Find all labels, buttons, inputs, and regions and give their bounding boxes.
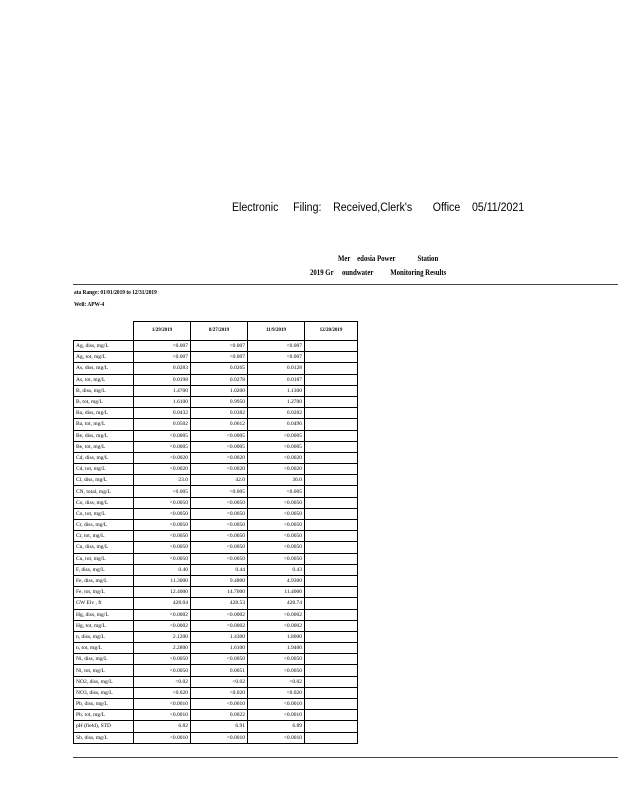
value-cell: 11.3000 — [134, 575, 191, 586]
value-cell: 0.0187 — [248, 374, 305, 385]
value-cell: <0.007 — [191, 352, 248, 363]
value-cell — [305, 665, 358, 676]
value-cell: <0.02 — [248, 676, 305, 687]
parameter-cell: Ba, diss, mg/L — [74, 408, 134, 419]
value-cell: <0.0002 — [134, 620, 191, 631]
table-row — [74, 374, 358, 385]
value-cell: 0.0502 — [134, 419, 191, 430]
column-header: 8/27/2019 — [191, 322, 248, 341]
value-cell — [305, 732, 358, 743]
value-cell: 6.89 — [248, 721, 305, 732]
parameter-cell: Cr, tot, mg/L — [74, 531, 134, 542]
value-cell: <0.0005 — [248, 441, 305, 452]
table-row — [74, 497, 358, 508]
table-row — [74, 385, 358, 396]
value-cell: 12.4000 — [134, 587, 191, 598]
data-range: ata Range: 01/01/2019 to 12/31/2019 — [74, 290, 157, 296]
parameter-cell: NO2, diss, mg/L — [74, 676, 134, 687]
value-cell: 1.4700 — [134, 385, 191, 396]
value-cell — [305, 396, 358, 407]
parameter-cell: B, diss, mg/L — [74, 385, 134, 396]
value-cell: <0.005 — [248, 486, 305, 497]
table-row — [74, 341, 358, 352]
value-cell: <0.0020 — [134, 464, 191, 475]
value-cell: 1.4300 — [191, 631, 248, 642]
header-blank — [74, 322, 134, 341]
value-cell: <0.007 — [248, 341, 305, 352]
value-cell — [305, 575, 358, 586]
value-cell: 1.6100 — [191, 643, 248, 654]
table-row — [74, 598, 358, 609]
value-cell: 2.2800 — [134, 643, 191, 654]
value-cell: 0.0278 — [191, 374, 248, 385]
table-body — [74, 341, 358, 744]
value-cell: <0.0050 — [248, 665, 305, 676]
value-cell — [305, 587, 358, 598]
value-cell: 0.40 — [134, 564, 191, 575]
value-cell: <0.0002 — [248, 620, 305, 631]
value-cell — [305, 609, 358, 620]
parameter-cell: As, tot, mg/L — [74, 374, 134, 385]
value-cell — [305, 687, 358, 698]
table-row — [74, 475, 358, 486]
table-header-row — [74, 322, 358, 341]
value-cell: <0.0005 — [191, 430, 248, 441]
value-cell: <0.007 — [134, 352, 191, 363]
value-cell: <0.020 — [191, 687, 248, 698]
value-cell — [305, 620, 358, 631]
filing-stamp — [232, 202, 524, 214]
value-cell: <0.0050 — [248, 508, 305, 519]
parameter-cell: As, diss, mg/L — [74, 363, 134, 374]
stamp-office: Office — [432, 202, 461, 214]
value-cell: 0.0022 — [191, 710, 248, 721]
value-cell — [305, 508, 358, 519]
value-cell: <0.0002 — [134, 609, 191, 620]
value-cell — [305, 363, 358, 374]
value-cell: 0.0283 — [134, 363, 191, 374]
value-cell: <0.0050 — [191, 531, 248, 542]
value-cell — [305, 475, 358, 486]
value-cell — [305, 430, 358, 441]
table-row — [74, 542, 358, 553]
value-cell — [305, 531, 358, 542]
value-cell: <0.0010 — [191, 732, 248, 743]
table-row — [74, 631, 358, 642]
header-text: Monitoring Results — [390, 268, 447, 277]
value-cell: 14.7000 — [191, 587, 248, 598]
table-row — [74, 721, 358, 732]
value-cell: 1.9400 — [248, 643, 305, 654]
parameter-cell: n, diss, mg/L — [74, 631, 134, 642]
column-header: 1/29/2019 — [134, 322, 191, 341]
value-cell: <0.0050 — [134, 665, 191, 676]
value-cell: 0.0202 — [248, 408, 305, 419]
value-cell: <0.020 — [248, 687, 305, 698]
value-cell: 23.0 — [134, 475, 191, 486]
value-cell: <0.005 — [191, 486, 248, 497]
parameter-cell: F, diss, mg/L — [74, 564, 134, 575]
value-cell: <0.0050 — [248, 654, 305, 665]
value-cell: <0.0050 — [134, 542, 191, 553]
value-cell — [305, 564, 358, 575]
value-cell: <0.0050 — [248, 531, 305, 542]
value-cell: 428.74 — [248, 598, 305, 609]
parameter-cell: Cd, diss, mg/L — [74, 452, 134, 463]
parameter-cell: NO3, diss, mg/L — [74, 687, 134, 698]
table-row — [74, 699, 358, 710]
table-row — [74, 352, 358, 363]
column-header: 12/20/2019 — [305, 322, 358, 341]
table-row — [74, 531, 358, 542]
value-cell — [305, 374, 358, 385]
value-cell: 0.43 — [248, 564, 305, 575]
value-cell: <0.0020 — [191, 452, 248, 463]
parameter-cell: n, tot, mg/L — [74, 643, 134, 654]
value-cell — [305, 654, 358, 665]
value-cell: <0.0010 — [134, 732, 191, 743]
parameter-cell: Pb, tot, mg/L — [74, 710, 134, 721]
parameter-cell: Ni, diss, mg/L — [74, 654, 134, 665]
value-cell: <0.007 — [248, 352, 305, 363]
value-cell: 0.0432 — [134, 408, 191, 419]
header-text: 2019 Gr — [310, 268, 334, 277]
parameter-cell: Hg, tot, mg/L — [74, 620, 134, 631]
value-cell: <0.0050 — [134, 531, 191, 542]
value-cell: <0.0050 — [134, 553, 191, 564]
value-cell: 6.82 — [134, 721, 191, 732]
value-cell: <0.0010 — [248, 710, 305, 721]
stamp-filing: Filing: — [293, 202, 322, 214]
header-text: Mer — [338, 254, 351, 263]
table-row — [74, 575, 358, 586]
value-cell: 0.9950 — [191, 396, 248, 407]
parameter-cell: Co, tot, mg/L — [74, 508, 134, 519]
parameter-cell: Ag, diss, mg/L — [74, 341, 134, 352]
value-cell: <0.0050 — [191, 654, 248, 665]
table-row — [74, 464, 358, 475]
value-cell: 11.4000 — [248, 587, 305, 598]
value-cell: <0.0002 — [191, 620, 248, 631]
value-cell: <0.0020 — [134, 452, 191, 463]
table-row — [74, 676, 358, 687]
stamp-received: Received,Clerk's — [333, 202, 413, 214]
stamp-electronic: Electronic — [232, 202, 279, 214]
value-cell: <0.0050 — [134, 520, 191, 531]
value-cell: <0.0005 — [191, 441, 248, 452]
value-cell: <0.0050 — [134, 654, 191, 665]
value-cell: 36.0 — [248, 475, 305, 486]
value-cell: <0.0010 — [134, 699, 191, 710]
table-row — [74, 587, 358, 598]
value-cell: 0.0612 — [191, 419, 248, 430]
table-row — [74, 452, 358, 463]
value-cell — [305, 419, 358, 430]
value-cell: 1.2700 — [248, 396, 305, 407]
results-table — [73, 321, 358, 744]
value-cell: 0.0051 — [191, 665, 248, 676]
value-cell: <0.005 — [134, 486, 191, 497]
value-cell: 2.1200 — [134, 631, 191, 642]
parameter-cell: CN, total, mg/L — [74, 486, 134, 497]
parameter-cell: Ag, tot, mg/L — [74, 352, 134, 363]
value-cell: <0.0005 — [248, 430, 305, 441]
value-cell: 428.53 — [191, 598, 248, 609]
table-row — [74, 363, 358, 374]
stamp-date: 05/11/2021 — [471, 202, 525, 214]
value-cell: <0.0050 — [191, 542, 248, 553]
value-cell: 0.0198 — [134, 374, 191, 385]
value-cell — [305, 341, 358, 352]
column-header: 11/9/2019 — [248, 322, 305, 341]
report-header-line2 — [310, 268, 446, 277]
parameter-cell: Fe, diss, mg/L — [74, 575, 134, 586]
parameter-cell: Ba, tot, mg/L — [74, 419, 134, 430]
value-cell: 1.0200 — [191, 385, 248, 396]
table-row — [74, 419, 358, 430]
value-cell: <0.020 — [134, 687, 191, 698]
value-cell — [305, 542, 358, 553]
header-text: edosia Power — [357, 254, 396, 263]
value-cell: <0.0050 — [248, 553, 305, 564]
value-cell — [305, 553, 358, 564]
value-cell — [305, 721, 358, 732]
value-cell: <0.0050 — [248, 520, 305, 531]
table-row — [74, 643, 358, 654]
table-row — [74, 609, 358, 620]
value-cell: <0.007 — [191, 341, 248, 352]
value-cell: 1.8000 — [248, 631, 305, 642]
parameter-cell: Cd, tot, mg/L — [74, 464, 134, 475]
value-cell: 0.44 — [191, 564, 248, 575]
parameter-cell: Cr, diss, mg/L — [74, 520, 134, 531]
header-text: Station — [417, 254, 439, 263]
table-row — [74, 665, 358, 676]
parameter-cell: Co, diss, mg/L — [74, 497, 134, 508]
parameter-cell: pH (field), STD — [74, 721, 134, 732]
value-cell — [305, 452, 358, 463]
parameter-cell: Cu, tot, mg/L — [74, 553, 134, 564]
report-header-line1 — [338, 254, 438, 263]
value-cell: <0.0050 — [134, 508, 191, 519]
table-row — [74, 441, 358, 452]
value-cell: 0.0128 — [248, 363, 305, 374]
value-cell — [305, 598, 358, 609]
value-cell: <0.0020 — [248, 464, 305, 475]
value-cell: <0.0005 — [134, 430, 191, 441]
value-cell: 0.0265 — [191, 363, 248, 374]
table-row — [74, 710, 358, 721]
value-cell — [305, 643, 358, 654]
value-cell — [305, 676, 358, 687]
bottom-rule — [73, 757, 618, 758]
value-cell: <0.0005 — [134, 441, 191, 452]
value-cell: <0.0050 — [134, 497, 191, 508]
value-cell: 1.6100 — [134, 396, 191, 407]
value-cell — [305, 631, 358, 642]
value-cell: <0.0010 — [248, 699, 305, 710]
table-row — [74, 408, 358, 419]
parameter-cell: Be, tot, mg/L — [74, 441, 134, 452]
value-cell — [305, 464, 358, 475]
value-cell — [305, 486, 358, 497]
parameter-cell: B, tot, mg/L — [74, 396, 134, 407]
table-row — [74, 732, 358, 743]
table-row — [74, 508, 358, 519]
parameter-cell: GW Elv , ft — [74, 598, 134, 609]
table-row — [74, 564, 358, 575]
value-cell: <0.0010 — [134, 710, 191, 721]
value-cell: 4.9300 — [248, 575, 305, 586]
value-cell: <0.0002 — [191, 609, 248, 620]
value-cell: <0.0020 — [191, 464, 248, 475]
value-cell: <0.0020 — [248, 452, 305, 463]
table-row — [74, 553, 358, 564]
value-cell: 6.91 — [191, 721, 248, 732]
value-cell: <0.0050 — [248, 542, 305, 553]
value-cell: <0.0050 — [191, 508, 248, 519]
value-cell — [305, 352, 358, 363]
value-cell: <0.0050 — [191, 553, 248, 564]
value-cell: <0.0010 — [248, 732, 305, 743]
table-row — [74, 620, 358, 631]
parameter-cell: Sb, diss, mg/L — [74, 732, 134, 743]
value-cell — [305, 408, 358, 419]
table-row — [74, 486, 358, 497]
value-cell: <0.007 — [134, 341, 191, 352]
parameter-cell: Be, diss, mg/L — [74, 430, 134, 441]
parameter-cell: Fe, tot, mg/L — [74, 587, 134, 598]
table-row — [74, 430, 358, 441]
value-cell — [305, 441, 358, 452]
value-cell: <0.0010 — [191, 699, 248, 710]
value-cell: <0.0050 — [191, 520, 248, 531]
value-cell: <0.0002 — [248, 609, 305, 620]
value-cell — [305, 385, 358, 396]
value-cell: 428.04 — [134, 598, 191, 609]
table-row — [74, 396, 358, 407]
value-cell: <0.0050 — [191, 497, 248, 508]
parameter-cell: Cu, diss, mg/L — [74, 542, 134, 553]
parameter-cell: Hg, diss, mg/L — [74, 609, 134, 620]
value-cell: 0.0496 — [248, 419, 305, 430]
value-cell — [305, 497, 358, 508]
parameter-cell: Cl, diss, mg/L — [74, 475, 134, 486]
value-cell — [305, 710, 358, 721]
table-row — [74, 687, 358, 698]
header-text: oundwater — [341, 268, 374, 277]
value-cell: 1.1300 — [248, 385, 305, 396]
value-cell: <0.02 — [191, 676, 248, 687]
table-row — [74, 520, 358, 531]
value-cell: 0.0382 — [191, 408, 248, 419]
value-cell: <0.0050 — [248, 497, 305, 508]
table-row — [74, 654, 358, 665]
top-rule — [73, 284, 618, 285]
value-cell — [305, 699, 358, 710]
well-id: Well: APW-4 — [74, 302, 105, 308]
value-cell: 42.0 — [191, 475, 248, 486]
parameter-cell: Ni, tot, mg/L — [74, 665, 134, 676]
value-cell — [305, 520, 358, 531]
value-cell: 9.4800 — [191, 575, 248, 586]
parameter-cell: Pb, diss, mg/L — [74, 699, 134, 710]
value-cell: <0.02 — [134, 676, 191, 687]
